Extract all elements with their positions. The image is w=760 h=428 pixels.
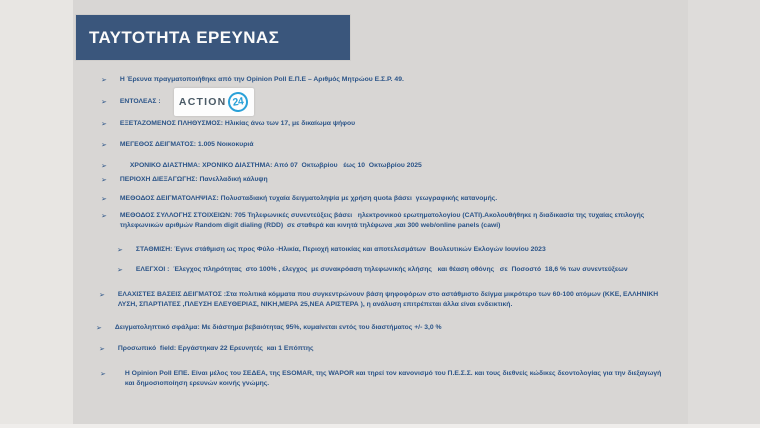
bullet-row-sampling-method [101, 194, 665, 204]
right-margin [688, 0, 760, 428]
arrow-bullet-icon: ➢ [101, 212, 107, 220]
arrow-bullet-icon: ➢ [100, 370, 106, 378]
action24-logo-word: ACTION [178, 95, 227, 108]
bullet-text: ΜΕΘΟΔΟΣ ΣΥΛΛΟΓΗΣ ΣΤΟΙΧΕΙΩΝ: 705 Τηλεφωνικές συνεντεύξεις βάσει ηλεκτρονικού ερωτηματολογίου (CATI).Ακολουθήθηκε η διαδικασία της τυχαίας επιλογής τηλεφωνικών αριθμών Random digit dialing (RDD) σε σταθερά και κινητά τηλέφωνα ,και 300 web/online panels (cawi) [119, 212, 647, 229]
arrow-bullet-icon: ➢ [101, 195, 107, 203]
arrow-bullet-icon: ➢ [99, 291, 105, 299]
bullet-text: Η Opinion Poll ΕΠΕ. Είναι μέλος του ΣΕΔΕΑ, της ESOMAR, της WAPOR και τηρεί τον κανονισμό του Π.Ε.Σ.Σ. και τους διεθνείς κώδικες δεοντολογίας για την διεξαγωγή και δημοσιοποίηση ερευνών κοινής γνώμης. [124, 370, 664, 387]
action24-logo-number: 24 [232, 94, 245, 109]
bullet-text: ΕΛΕΓΧΟΙ : Έλεγχος πληρότητας στο 100% , έλεγχος με συνακρόαση τηλεφωνικής κλήσης και θέαση οθόνης σε Ποσοστό 18,6 % των συνεντεύξεων [135, 266, 628, 273]
arrow-bullet-icon: ➢ [96, 324, 102, 332]
action24-logo-circle-icon [227, 90, 250, 113]
bullet-text: ΧΡΟΝΙΚΟ ΔΙΑΣΤΗΜΑ: ΧΡΟΝΙΚΟ ΔΙΑΣΤΗΜΑ: Από 07 Οκτωβρίου έως 10 Οκτωβρίου 2025 [129, 162, 422, 169]
arrow-bullet-icon: ➢ [101, 162, 107, 170]
bullet-row-data-collection [101, 211, 665, 231]
bullet-row-client [101, 87, 254, 116]
page-title: ΤΑΥΤΟΤΗΤΑ ΕΡΕΥΝΑΣ [89, 28, 280, 47]
bullet-row-population [101, 119, 665, 129]
bullet-text: Προσωπικό field: Εργάστηκαν 22 Ερευνητές και 1 Επόπτης [117, 345, 314, 352]
bullet-text: Η Έρευνα πραγματοποιήθηκε από την Opinion Poll Ε.Π.Ε – Αριθμός Μητρώου Ε.Σ.Ρ. 49. [119, 76, 404, 83]
bullet-text: ΜΕΘΟΔΟΣ ΔΕΙΓΜΑΤΟΛΗΨΙΑΣ: Πολυσταδιακή τυχαία δειγματοληψία με χρήση quota βάσει γεωγραφικής κατανομής. [119, 195, 498, 202]
client-label: ΕΝΤΟΛΕΑΣ : [119, 97, 161, 105]
bullet-row-survey-company [101, 75, 665, 85]
bullet-text: ΕΞΕΤΑΖΟΜΕΝΟΣ ΠΛΗΘΥΣΜΟΣ: Ηλικίας άνω των 17, με δικαίωμα ψήφου [119, 120, 356, 127]
arrow-bullet-icon: ➢ [101, 97, 107, 106]
action24-logo [174, 88, 254, 116]
bullet-row-minimum-bases [99, 290, 663, 310]
arrow-bullet-icon: ➢ [101, 120, 107, 128]
slide-title-bar [76, 15, 350, 60]
bullet-text: ΜΕΓΕΘΟΣ ΔΕΙΓΜΑΤΟΣ: 1.005 Νοικοκυριά [119, 141, 254, 148]
bullet-row-time-period [101, 161, 665, 171]
bullet-row-field-staff [99, 344, 663, 354]
bullet-row-sample-size [101, 140, 665, 150]
bullet-row-checks [117, 265, 681, 275]
arrow-bullet-icon: ➢ [101, 176, 107, 184]
arrow-bullet-icon: ➢ [117, 246, 123, 254]
bullet-text: ΠΕΡΙΟΧΗ ΔΙΕΞΑΓΩΓΗΣ: Πανελλαδική κάλυψη [119, 176, 268, 183]
bullet-text: ΕΛΑΧΙΣΤΕΣ ΒΑΣΕΙΣ ΔΕΙΓΜΑΤΟΣ :Στα πολιτικά κόμματα που συγκεντρώνουν βάση ψηφοφόρων στο αστάθμιστο δείγμα μικρότερο των 60-100 ατόμων (ΚΚΕ, ΕΛΛΗΝΙΚΗ ΛΥΣΗ, ΣΠΑΡΤΙΑΤΕΣ ,ΠΛΕΥΣΗ ΕΛΕΥΘΕΡΙΑΣ, ΝΙΚΗ,ΜΕΡΑ 25,ΝΕΑ ΑΡΙΣΤΕΡΑ ), η ανάλυση επιτρέπεται άλλα είναι ενδεικτική. [117, 291, 660, 308]
bullet-text: ΣΤΑΘΜΙΣΗ: Έγινε στάθμιση ως προς Φύλο -Ηλικία, Περιοχή κατοικίας και αποτελεσμάτων Βουλευτικών Εκλογών Ιουνίου 2023 [135, 246, 546, 253]
arrow-bullet-icon: ➢ [101, 141, 107, 149]
bullet-text: Δειγματοληπτικό σφάλμα: Με διάστημα βεβαιότητας 95%, κυμαίνεται εντός του διαστήματος +/- 3,0 % [114, 324, 442, 331]
bullet-row-coverage-area [101, 175, 665, 185]
bullet-row-weighting [117, 245, 681, 255]
left-margin [0, 0, 73, 428]
arrow-bullet-icon: ➢ [117, 266, 123, 274]
bullet-row-sampling-error [96, 323, 660, 333]
bottom-margin [0, 424, 760, 428]
bullet-row-memberships [100, 369, 664, 389]
arrow-bullet-icon: ➢ [99, 345, 105, 353]
arrow-bullet-icon: ➢ [101, 76, 107, 84]
